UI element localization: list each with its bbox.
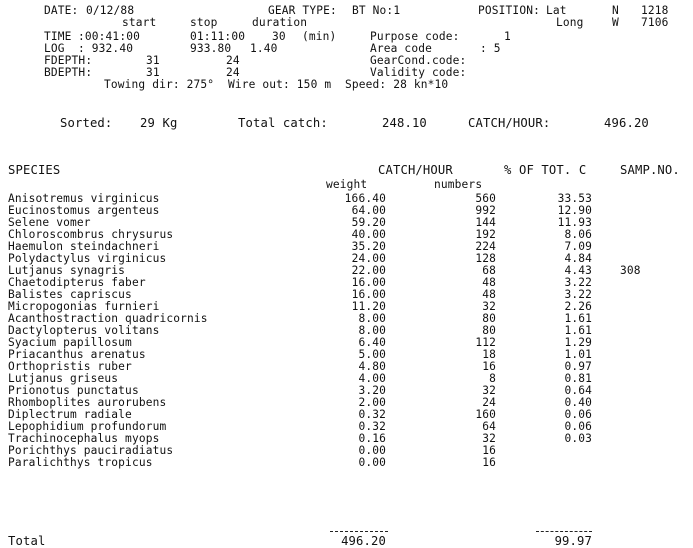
pct-value: 3.22 [564, 276, 592, 289]
pct-value: 11.93 [557, 216, 592, 229]
pct-value: 12.90 [557, 204, 592, 217]
weight-value: 8.00 [358, 312, 386, 325]
pct-value: 8.06 [564, 228, 592, 241]
area-label: Area code [370, 42, 432, 55]
pct-value: 3.22 [564, 288, 592, 301]
total-pct: 99.97 [554, 534, 592, 548]
numbers-value: 224 [475, 240, 496, 253]
species-name: Chaetodipterus faber [8, 276, 146, 289]
samp-header: SAMP.NO. [620, 163, 680, 177]
log-label: LOG [44, 42, 65, 55]
numbers-header: numbers [434, 178, 483, 191]
time-duration: 30 [272, 30, 286, 43]
numbers-value: 80 [482, 324, 496, 337]
log-stop: 933.80 [190, 42, 232, 55]
bdepth-start: 31 [146, 66, 160, 79]
gear-type-value: BT No:1 [352, 4, 401, 17]
species-name: Orthopristis ruber [8, 360, 132, 373]
towing-line: Towing dir: 275° Wire out: 150 m Speed: 28 kn*10 [104, 78, 449, 91]
numbers-value: 18 [482, 348, 496, 361]
col-duration: duration [252, 16, 308, 29]
numbers-value: 112 [475, 336, 496, 349]
species-name: Prionotus punctatus [8, 384, 139, 397]
pct-header: % OF TOT. C [504, 163, 587, 177]
species-name: Eucinostomus argenteus [8, 204, 160, 217]
weight-value: 24.00 [351, 252, 386, 265]
col-start: start [122, 16, 157, 29]
numbers-value: 64 [482, 420, 496, 433]
weight-value: 0.32 [358, 408, 386, 421]
numbers-value: 32 [482, 384, 496, 397]
catch-hour-header: CATCH/HOUR [378, 163, 453, 177]
gear-type-label: GEAR TYPE: [268, 4, 337, 17]
numbers-value: 68 [482, 264, 496, 277]
weight-value: 5.00 [358, 348, 386, 361]
species-name: Lutjanus griseus [8, 372, 119, 385]
pct-value: 0.06 [564, 420, 592, 433]
samp-value: 308 [620, 264, 641, 277]
weight-value: 4.00 [358, 372, 386, 385]
pct-value: 1.61 [564, 312, 592, 325]
weight-value: 35.20 [351, 240, 386, 253]
col-stop: stop [190, 16, 218, 29]
pct-total-rule [536, 531, 592, 532]
fdepth-stop: 24 [226, 54, 240, 67]
weight-value: 11.20 [351, 300, 386, 313]
time-unit: (min) [302, 30, 337, 43]
pct-value: 2.26 [564, 300, 592, 313]
species-name: Lepophidium profundorum [8, 420, 167, 433]
date-label: DATE: [44, 4, 79, 17]
catch-hour-value: 496.20 [604, 116, 649, 130]
position-label: POSITION: [478, 4, 540, 17]
pct-value: 1.29 [564, 336, 592, 349]
date-value: 0/12/88 [86, 4, 135, 17]
species-name: Haemulon steindachneri [8, 240, 160, 253]
weight-value: 22.00 [351, 264, 386, 277]
numbers-value: 80 [482, 312, 496, 325]
time-label: TIME [44, 30, 72, 43]
weight-value: 4.80 [358, 360, 386, 373]
numbers-value: 48 [482, 276, 496, 289]
total-catch-value: 248.10 [382, 116, 427, 130]
weight-value: 6.40 [358, 336, 386, 349]
pct-value: 0.81 [564, 372, 592, 385]
time-start: :00:41:00 [78, 30, 140, 43]
numbers-value: 560 [475, 192, 496, 205]
species-name: Syacium papillosum [8, 336, 132, 349]
weight-value: 16.00 [351, 288, 386, 301]
time-stop: 01:11:00 [190, 30, 246, 43]
species-name: Micropogonias furnieri [8, 300, 160, 313]
weight-value: 8.00 [358, 324, 386, 337]
numbers-value: 192 [475, 228, 496, 241]
numbers-value: 32 [482, 300, 496, 313]
numbers-value: 24 [482, 396, 496, 409]
weight-value: 0.32 [358, 420, 386, 433]
species-name: Diplectrum radiale [8, 408, 132, 421]
numbers-value: 992 [475, 204, 496, 217]
gearcond-label: GearCond.code: [370, 54, 467, 67]
pct-value: 0.97 [564, 360, 592, 373]
purpose-label: Purpose code: [370, 30, 460, 43]
species-name: Balistes capriscus [8, 288, 132, 301]
species-name: Chloroscombrus chrysurus [8, 228, 174, 241]
pct-value: 0.06 [564, 408, 592, 421]
species-name: Trachinocephalus myops [8, 432, 160, 445]
lat-label: Lat [546, 4, 567, 17]
weight-value: 0.00 [358, 444, 386, 457]
numbers-value: 16 [482, 444, 496, 457]
weight-value: 166.40 [344, 192, 386, 205]
species-header: SPECIES [8, 163, 61, 177]
area-value: : 5 [480, 42, 501, 55]
numbers-value: 16 [482, 360, 496, 373]
validity-label: Validity code: [370, 66, 467, 79]
bdepth-stop: 24 [226, 66, 240, 79]
species-name: Rhomboplites aurorubens [8, 396, 167, 409]
numbers-value: 160 [475, 408, 496, 421]
pct-value: 4.43 [564, 264, 592, 277]
lat-hemisphere: N [612, 4, 619, 17]
sorted-label: Sorted: [60, 116, 113, 130]
species-name: Dactylopterus volitans [8, 324, 160, 337]
weight-value: 2.00 [358, 396, 386, 409]
weight-total-rule [330, 531, 388, 532]
weight-value: 59.20 [351, 216, 386, 229]
species-name: Lutjanus synagris [8, 264, 126, 277]
numbers-value: 128 [475, 252, 496, 265]
species-name: Porichthys pauciradiatus [8, 444, 174, 457]
weight-value: 16.00 [351, 276, 386, 289]
numbers-value: 144 [475, 216, 496, 229]
purpose-value: 1 [504, 30, 511, 43]
total-label: Total [8, 534, 46, 548]
weight-header: weight [326, 178, 368, 191]
long-label: Long [556, 16, 584, 29]
pct-value: 33.53 [557, 192, 592, 205]
pct-value: 0.40 [564, 396, 592, 409]
long-value: 7106 [641, 16, 669, 29]
pct-value: 1.01 [564, 348, 592, 361]
weight-value: 3.20 [358, 384, 386, 397]
total-catch-label: Total catch: [238, 116, 328, 130]
numbers-value: 48 [482, 288, 496, 301]
total-weight: 496.20 [341, 534, 386, 548]
pct-value: 7.09 [564, 240, 592, 253]
lat-value: 1218 [641, 4, 669, 17]
weight-value: 0.00 [358, 456, 386, 469]
fdepth-start: 31 [146, 54, 160, 67]
species-name: Selene vomer [8, 216, 91, 229]
bdepth-label: BDEPTH: [44, 66, 93, 79]
species-name: Paralichthys tropicus [8, 456, 153, 469]
pct-value: 0.03 [564, 432, 592, 445]
weight-value: 40.00 [351, 228, 386, 241]
long-hemisphere: W [612, 16, 619, 29]
species-name: Polydactylus virginicus [8, 252, 167, 265]
catch-hour-label: CATCH/HOUR: [468, 116, 551, 130]
weight-value: 64.00 [351, 204, 386, 217]
species-name: Acanthostraction quadricornis [8, 312, 208, 325]
weight-value: 0.16 [358, 432, 386, 445]
sorted-value: 29 Kg [140, 116, 178, 130]
pct-value: 4.84 [564, 252, 592, 265]
log-duration: 1.40 [250, 42, 278, 55]
species-name: Priacanthus arenatus [8, 348, 146, 361]
pct-value: 0.64 [564, 384, 592, 397]
numbers-value: 16 [482, 456, 496, 469]
species-name: Anisotremus virginicus [8, 192, 160, 205]
numbers-value: 8 [489, 372, 496, 385]
pct-value: 1.61 [564, 324, 592, 337]
log-start: : 932.40 [78, 42, 134, 55]
fdepth-label: FDEPTH: [44, 54, 93, 67]
numbers-value: 32 [482, 432, 496, 445]
